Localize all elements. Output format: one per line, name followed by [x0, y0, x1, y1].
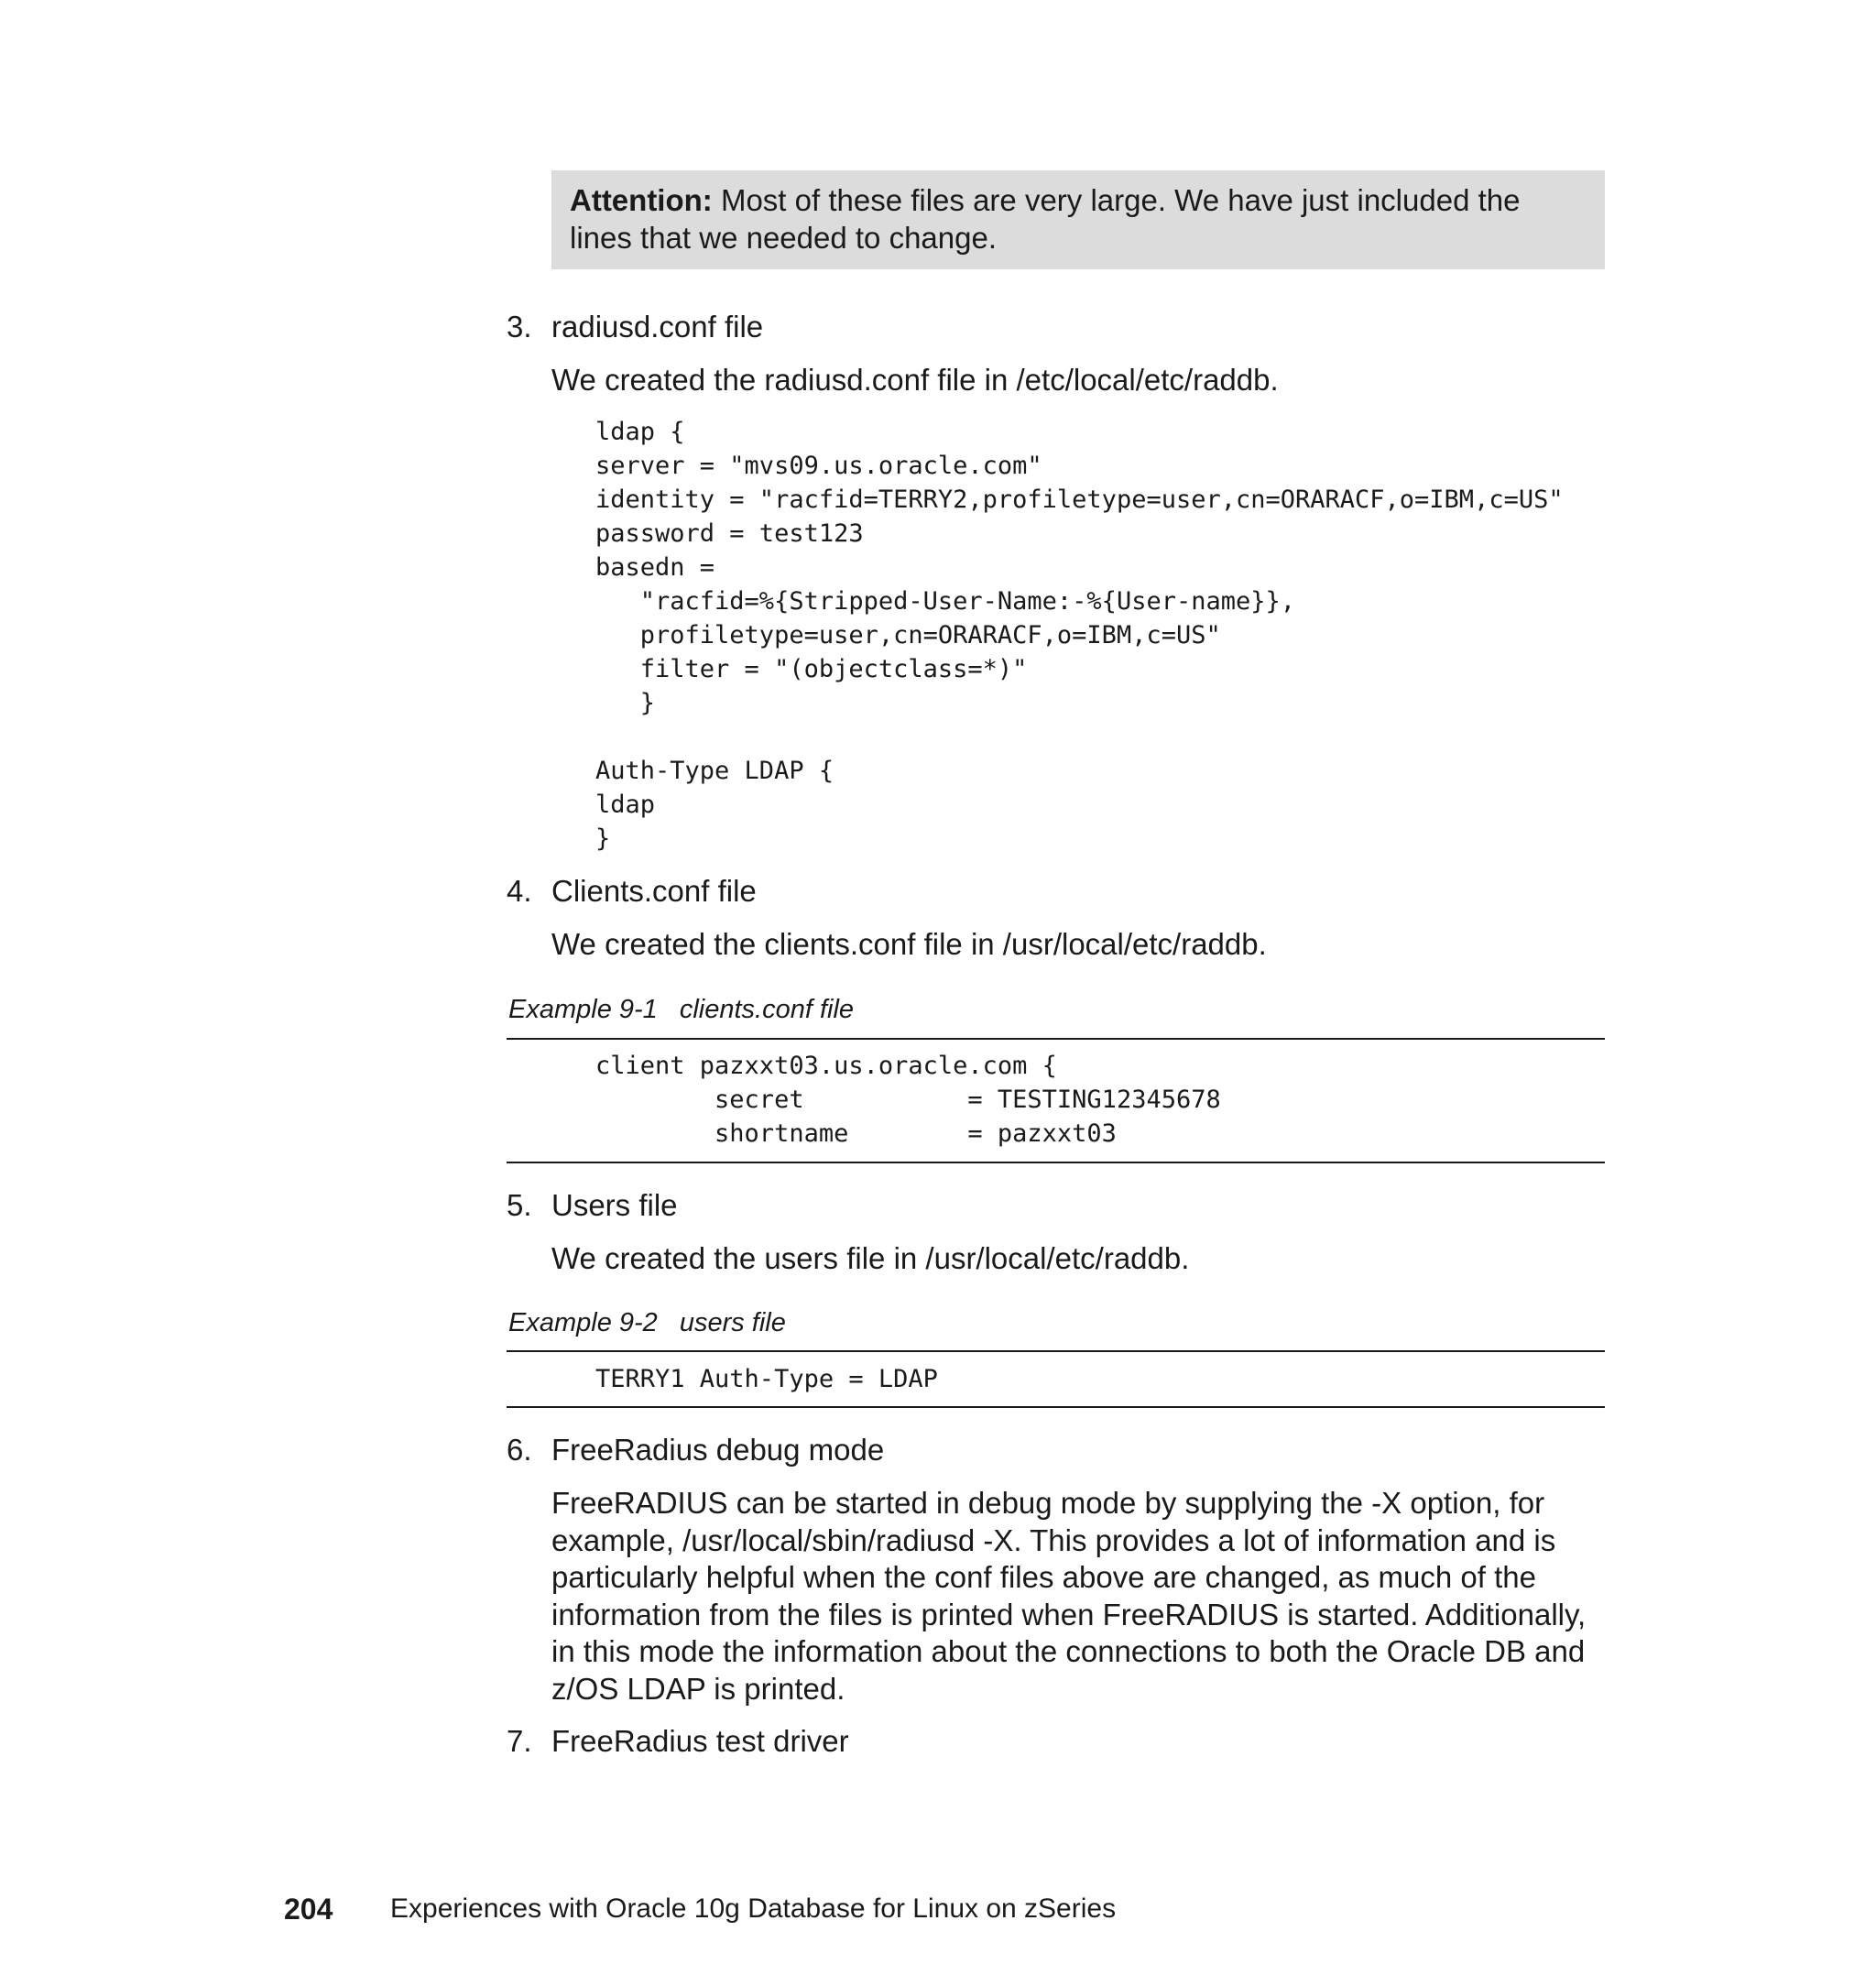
list-item-title: FreeRadius debug mode	[551, 1433, 885, 1467]
example-top-rule	[507, 1350, 1605, 1352]
list-item-title: FreeRadius test driver	[551, 1724, 849, 1758]
list-item-number: 6.	[507, 1433, 532, 1467]
clients-conf-code: client pazxxt03.us.oracle.com { secret = TESTING12345678 shortname = pazxxt03	[595, 1052, 1221, 1148]
list-item-number: 7.	[507, 1724, 532, 1758]
list-item-title: Clients.conf file	[551, 874, 757, 908]
attention-label: Attention:	[570, 183, 713, 217]
example-bottom-rule	[507, 1162, 1605, 1163]
list-item-number: 3.	[507, 310, 532, 344]
list-item-title: radiusd.conf file	[551, 310, 764, 344]
list-item-description: We created the users file in /usr/local/etc/raddb.	[551, 1241, 1190, 1275]
radiusd-conf-code: ldap { server = "mvs09.us.oracle.com" identity = "racfid=TERRY2,profiletype=user,cn=ORARACF,o=IBM,c=US" password = test123 basedn = "racfid=%{Stripped-User-Name:-%{User-name}}, profiletype=user,cn=ORARACF,o=IBM,c=US" filter = "(objectclass=*)" } Auth-Type LDAP { ldap }	[595, 418, 1564, 853]
example-label: Example 9-1	[508, 995, 658, 1024]
attention-note	[551, 170, 1605, 269]
list-item-number: 4.	[507, 874, 532, 908]
page-number: 204	[284, 1893, 333, 1926]
book-title: Experiences with Oracle 10g Database for Linux on zSeries	[390, 1893, 1117, 1924]
example-title: users file	[679, 1308, 786, 1337]
list-item-description: We created the clients.conf file in /usr/local/etc/raddb.	[551, 927, 1267, 961]
users-file-code: TERRY1 Auth-Type = LDAP	[595, 1365, 938, 1393]
attention-text: Most of these files are very large. We have just included the lines that we needed to change.	[570, 183, 1521, 255]
example-caption	[508, 993, 854, 1026]
example-label: Example 9-2	[508, 1308, 658, 1337]
example-caption	[508, 1306, 786, 1339]
list-item-description: We created the radiusd.conf file in /etc/local/etc/raddb.	[551, 363, 1279, 397]
list-item-title: Users file	[551, 1188, 678, 1222]
example-top-rule	[507, 1038, 1605, 1040]
list-item-3	[507, 309, 763, 345]
list-item-4	[507, 873, 757, 910]
list-item-number: 5.	[507, 1188, 532, 1222]
list-item-6	[507, 1432, 884, 1468]
list-item-7	[507, 1723, 849, 1760]
list-item-5	[507, 1187, 678, 1224]
list-item-description: FreeRADIUS can be started in debug mode by supplying the -X option, for example, /usr/local/sbin/radiusd -X. This provides a lot of information and is particularly helpful when the conf files above are changed, as much of the information from the files is printed when FreeRADIUS is started. Additionally, in this mode the information about the connections to both the Oracle DB and z/OS LDAP is printed.	[551, 1486, 1587, 1706]
example-bottom-rule	[507, 1406, 1605, 1408]
example-title: clients.conf file	[679, 995, 855, 1024]
